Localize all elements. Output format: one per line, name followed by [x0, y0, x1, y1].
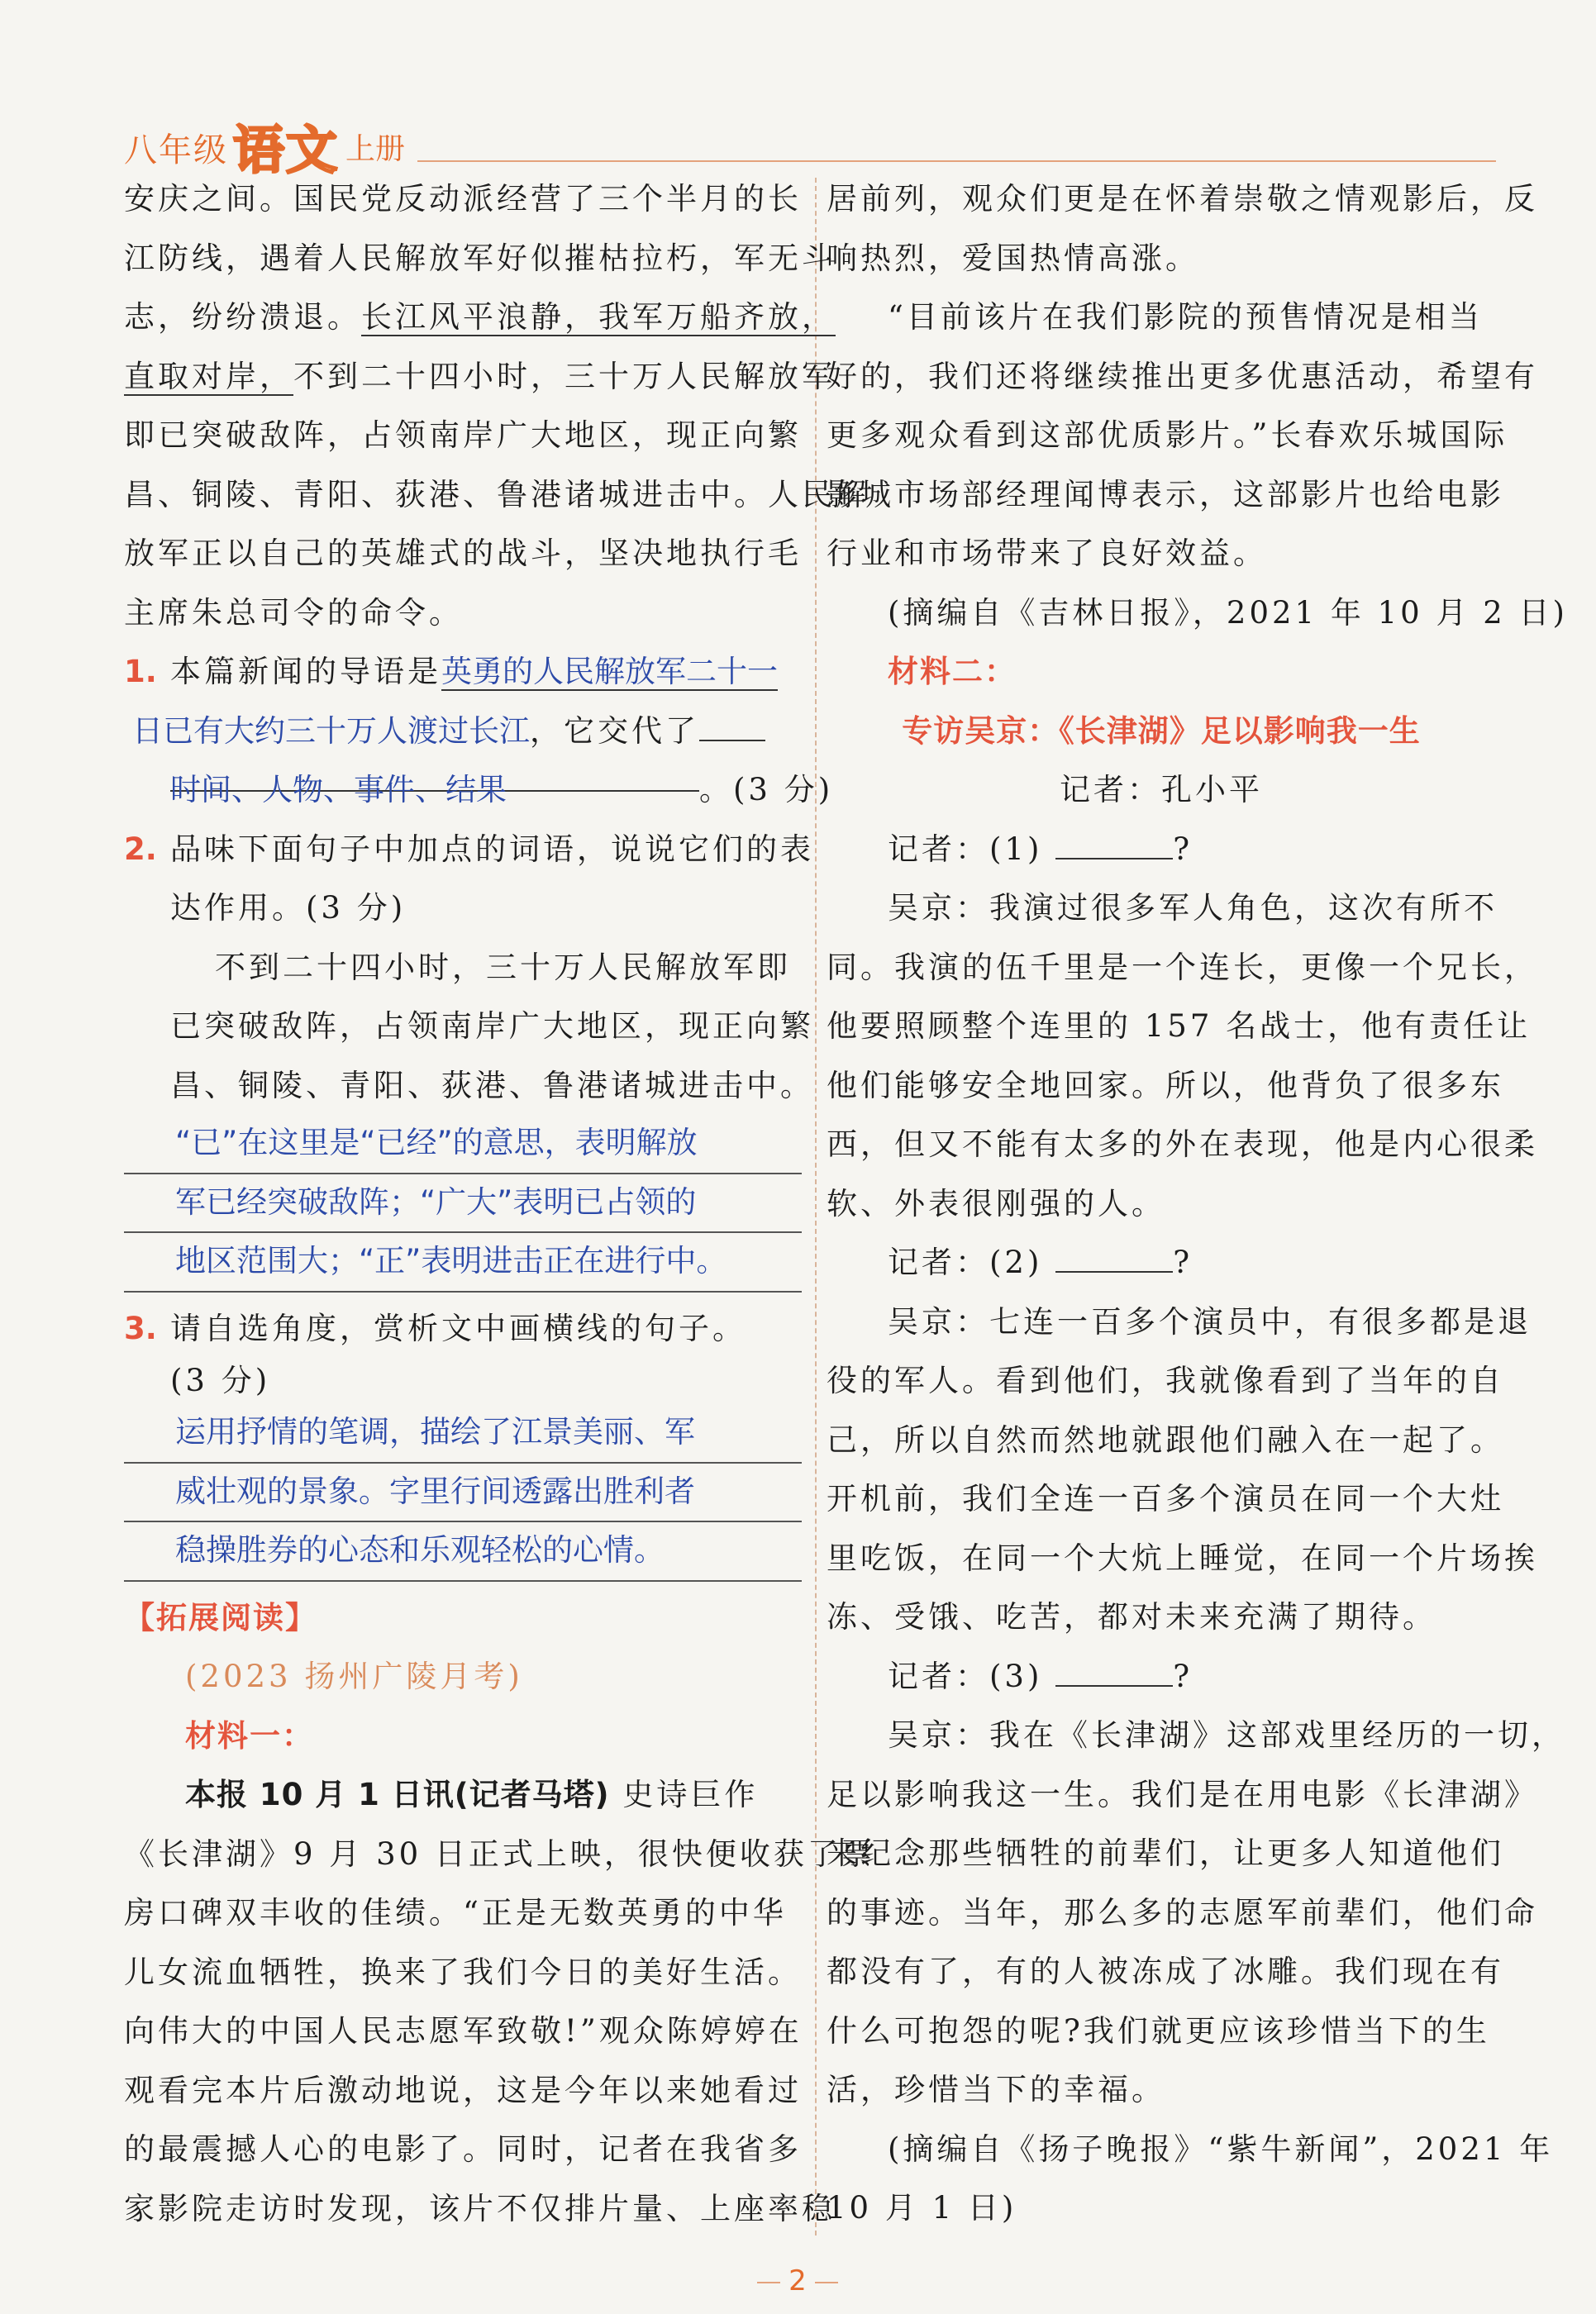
reporter-byline: 记者：孔小平 — [1060, 772, 1263, 807]
interview-answer: 开机前，我们全连一百多个演员在同一个大灶 — [827, 1481, 1504, 1516]
interview-answer: 同。我演的伍千里是一个连长，更像一个兄长， — [827, 949, 1538, 985]
page-number: 2 — [744, 2264, 851, 2297]
question-2-line: 达作用。(3 分) — [170, 890, 407, 926]
citation: 10 月 1 日) — [827, 2190, 1017, 2226]
passage-line: 放军正以自己的英雄式的战斗，坚决地执行毛 — [124, 536, 802, 571]
interview-answer: 软、外表很刚强的人。 — [827, 1185, 1165, 1221]
question-number: 2. — [124, 831, 157, 867]
article-line: 影城市场部经理闻博表示，这部影片也给电影 — [827, 476, 1504, 512]
interview-answer: 吴京：我在《长津湖》这部戏里经历的一切， — [888, 1717, 1565, 1753]
question-number: 1. — [124, 654, 157, 689]
header-rule — [417, 160, 1496, 162]
interview-answer: 什么可抱怨的呢?我们就更应该珍惜当下的生 — [827, 2012, 1490, 2049]
extended-reading-heading: 【拓展阅读】 — [124, 1599, 317, 1636]
right-column — [827, 169, 1568, 2238]
answer-text: 英勇的人民解放军二十一 — [441, 654, 778, 689]
interview-answer: 他们能够安全地回家。所以，他背负了很多东 — [827, 1067, 1504, 1103]
passage-line: 即已突破敌阵，占领南岸广大地区，现正向繁 — [124, 417, 802, 453]
interview-answer: 役的军人。看到他们，我就像看到了当年的自 — [827, 1363, 1504, 1398]
left-column — [124, 169, 875, 2238]
interview-answer: 吴京：我演过很多军人角色，这次有所不 — [888, 890, 1498, 926]
dateline: 本报 10 月 1 日讯(记者马塔) — [185, 1777, 610, 1812]
citation: (摘编自《吉林日报》，2021 年 10 月 2 日) — [888, 594, 1568, 631]
passage-line: 江防线，遇着人民解放军好似摧枯拉朽，军无斗 — [124, 240, 836, 276]
interview-answer: 吴京：七连一百多个演员中，有很多都是退 — [888, 1303, 1532, 1340]
interview-question-1: 记者：(1) ? — [827, 820, 1496, 879]
answer-line: 威壮观的景象。字里行间透露出胜利者 — [124, 1464, 802, 1523]
interview-answer: 他要照顾整个连里的 157 名战士，他有责任让 — [827, 1008, 1532, 1044]
interview-answer: 里吃饭，在同一个大炕上睡觉，在同一个片场挨 — [827, 1540, 1538, 1576]
article-line: 儿女流血牺牲，换来了我们今日的美好生活。 — [124, 1954, 802, 1990]
interview-answer: 足以影响我这一生。我们是在用电影《长津湖》 — [827, 1776, 1538, 1812]
grade-label: 八年级 — [124, 131, 228, 169]
interview-question-3: 记者：(3) ? — [827, 1647, 1496, 1707]
answer-line: 稳操胜券的心态和乐观轻松的心情。 — [124, 1522, 802, 1582]
page-header — [124, 116, 1496, 180]
article-line: 行业和市场带来了良好效益。 — [827, 536, 1267, 571]
article-line: 居前列，观众们更是在怀着崇敬之情观影后，反 — [827, 181, 1538, 217]
article-line: 好的，我们还将继续推出更多优惠活动，希望有 — [827, 358, 1538, 394]
article-line: 家影院走访时发现，该片不仅排片量、上座率稳 — [124, 2190, 836, 2226]
question-3-line: (3 分) — [170, 1363, 271, 1398]
article-line: 《长津湖》9 月 30 日正式上映，很快便收获了票 — [124, 1835, 875, 1872]
quoted-sentence: 已突破敌阵，占领南岸广大地区，现正向繁 — [170, 1008, 814, 1044]
answer-line: 运用抒情的笔调，描绘了江景美丽、军 — [124, 1404, 802, 1464]
answer-text: 时间、人物、事件、结果 — [170, 760, 699, 792]
interview-answer: 己，所以自然而然地就跟他们融入在一起了。 — [827, 1421, 1504, 1458]
interview-question-2: 记者：(2) ? — [827, 1233, 1496, 1293]
question-2: 2. 品味下面句子中加点的词语，说说它们的表 — [124, 820, 802, 879]
answer-line: 地区范围大；“正”表明进击正在进行中。 — [124, 1233, 802, 1293]
subject-logo: 语文 — [233, 120, 340, 180]
passage-line: 直取对岸，不到二十四小时，三十万人民解放军 — [124, 358, 836, 394]
interview-answer: 活，珍惜当下的幸福。 — [827, 2072, 1165, 2107]
question-1: 1. 本篇新闻的导语是英勇的人民解放军二十一 — [124, 642, 802, 702]
material-1-label: 材料一： — [185, 1717, 314, 1754]
underlined-sentence: 长江风平浪静，我军万船齐放， — [361, 299, 836, 335]
article-line: 的最震撼人心的电影了。同时，记者在我省多 — [124, 2131, 802, 2167]
article-line: 向伟大的中国人民志愿军致敬!”观众陈婷婷在 — [124, 2013, 803, 2049]
article-line: 房口碑双丰收的佳绩。“正是无数英勇的中华 — [124, 1895, 787, 1931]
question-number: 3. — [124, 1310, 157, 1346]
quoted-sentence: 不到二十四小时，三十万人民解放军即 — [215, 949, 791, 985]
passage-line: 昌、铜陵、青阳、荻港、鲁港诸城进击中。人民解 — [124, 476, 869, 512]
passage-line: 主席朱总司令的命令。 — [124, 594, 463, 631]
article-line: 本报 10 月 1 日讯(记者马塔) 史诗巨作 — [185, 1777, 759, 1812]
interview-answer: 西，但又不能有太多的外在表现，他是内心很柔 — [827, 1126, 1538, 1162]
answer-text: 日已有大约三十万人渡过长江 — [132, 712, 530, 749]
answer-line: “已”在这里是“已经”的意思，表明解放 — [124, 1115, 802, 1174]
interview-answer: 的事迹。当年，那么多的志愿军前辈们，他们命 — [827, 1894, 1538, 1931]
passage-line: 志，纷纷溃退。长江风平浪静，我军万船齐放， — [124, 299, 836, 335]
volume-label: 上册 — [345, 132, 406, 166]
question-1-line: 时间、人物、事件、结果 。(3 分) — [124, 760, 802, 820]
source-note: (2023 扬州广陵月考) — [185, 1659, 523, 1694]
interview-answer: 都没有了，有的人被冻成了冰雕。我们现在有 — [827, 1954, 1504, 1989]
material-2-label: 材料二： — [888, 654, 1017, 689]
citation: (摘编自《扬子晚报》“紫牛新闻”，2021 年 — [888, 2131, 1554, 2167]
article-line: 观看完本片后激动地说，这是今年以来她看过 — [124, 2072, 802, 2108]
interview-title: 专访吴京：《长津湖》足以影响我一生 — [902, 712, 1421, 749]
answer-line: 军已经突破敌阵；“广大”表明已占领的 — [124, 1174, 802, 1234]
quoted-sentence: 昌、铜陵、青阳、荻港、鲁港诸城进击中。 — [170, 1067, 814, 1103]
article-line: 响热烈，爱国热情高涨。 — [827, 240, 1199, 276]
passage-line: 安庆之间。国民党反动派经营了三个半月的长 — [124, 181, 802, 217]
question-3: 3. 请自选角度，赏析文中画横线的句子。 — [124, 1299, 802, 1359]
interview-answer: 来纪念那些牺牲的前辈们，让更多人知道他们 — [827, 1835, 1504, 1871]
interview-answer: 冻、受饿、吃苦，都对未来充满了期待。 — [827, 1599, 1436, 1635]
article-line: 更多观众看到这部优质影片。”长春欢乐城国际 — [827, 417, 1508, 453]
underlined-sentence: 直取对岸， — [124, 358, 293, 394]
question-1-line: 日已有大约三十万人渡过长江，它交代了 — [124, 702, 802, 761]
article-line: “目前该片在我们影院的预售情况是相当 — [888, 299, 1483, 335]
